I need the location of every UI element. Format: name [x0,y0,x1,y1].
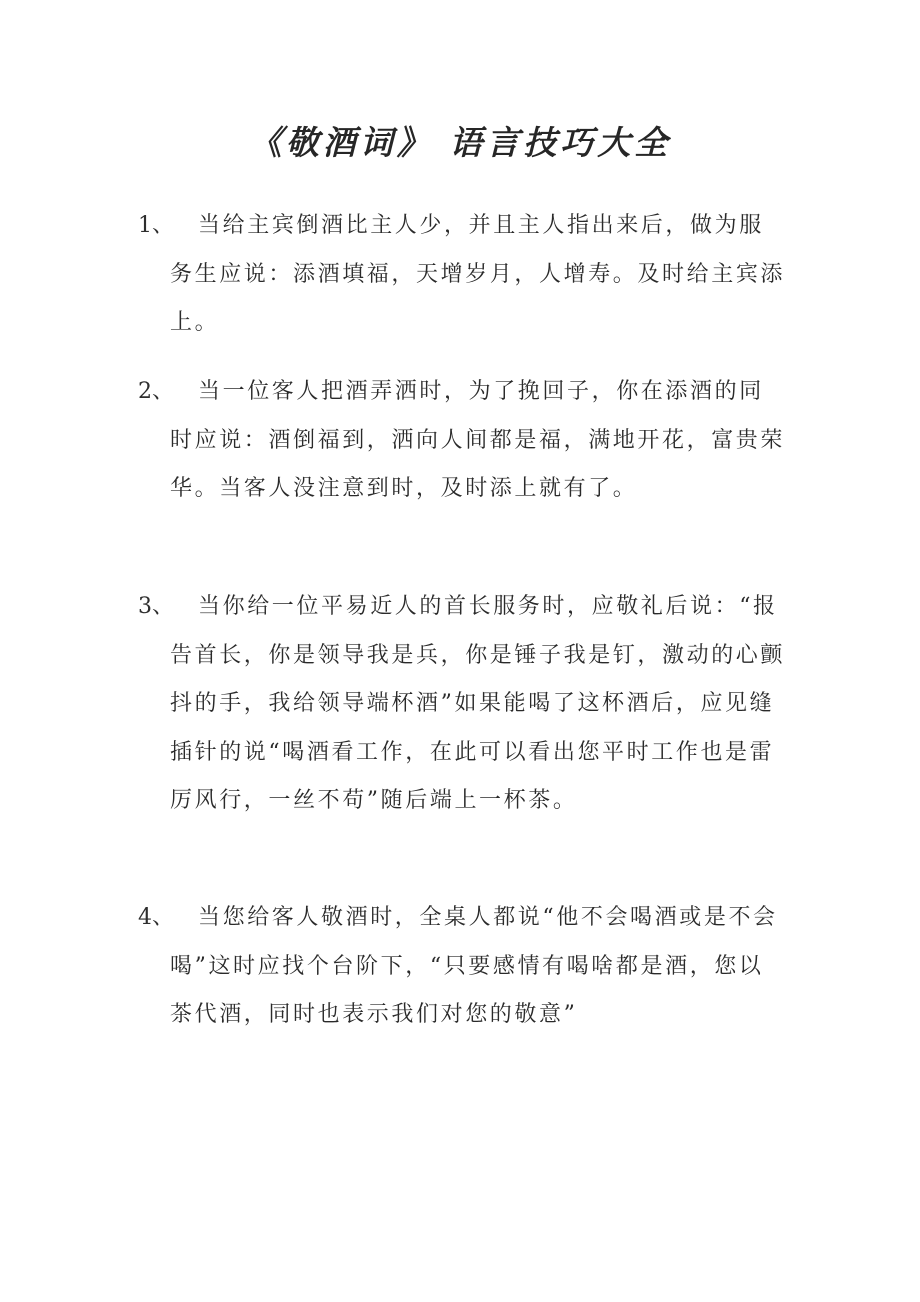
item-text: 当你给一位平易近人的首长服务时，应敬礼后说：“报告首长，你是领导我是兵，你是锤子我是钉，激动的心颤抖的手，我给领导端杯酒”如果能喝了这杯酒后，应见缝插针的说“喝酒看工作，在此可以看出您平时工作也是雷厉风行，一丝不苟”随后端上一杯茶。 [170,594,786,813]
item-text: 当给主宾倒酒比主人少，并且主人指出来后，做为服务生应说：添酒填福，天增岁月，人增寿。及时给主宾添上。 [170,213,786,335]
list-item [138,583,788,826]
item-number: 2、 [138,379,174,404]
list-item [138,894,788,1040]
item-number: 1、 [138,213,174,238]
item-number: 4、 [138,905,174,930]
item-text: 当一位客人把酒弄洒时，为了挽回子，你在添酒的同时应说：酒倒福到，洒向人间都是福，满地开花，富贵荣华。当客人没注意到时，及时添上就有了。 [170,379,786,501]
item-text: 当您给客人敬酒时，全桌人都说“他不会喝酒或是不会喝”这时应找个台阶下，“只要感情有喝啥都是酒，您以茶代酒，同时也表示我们对您的敬意” [170,905,778,1027]
item-number: 3、 [138,594,174,619]
document-title: 《敬酒词》 语言技巧大全 [248,123,672,162]
list-item [138,368,788,514]
list-item [138,202,788,348]
